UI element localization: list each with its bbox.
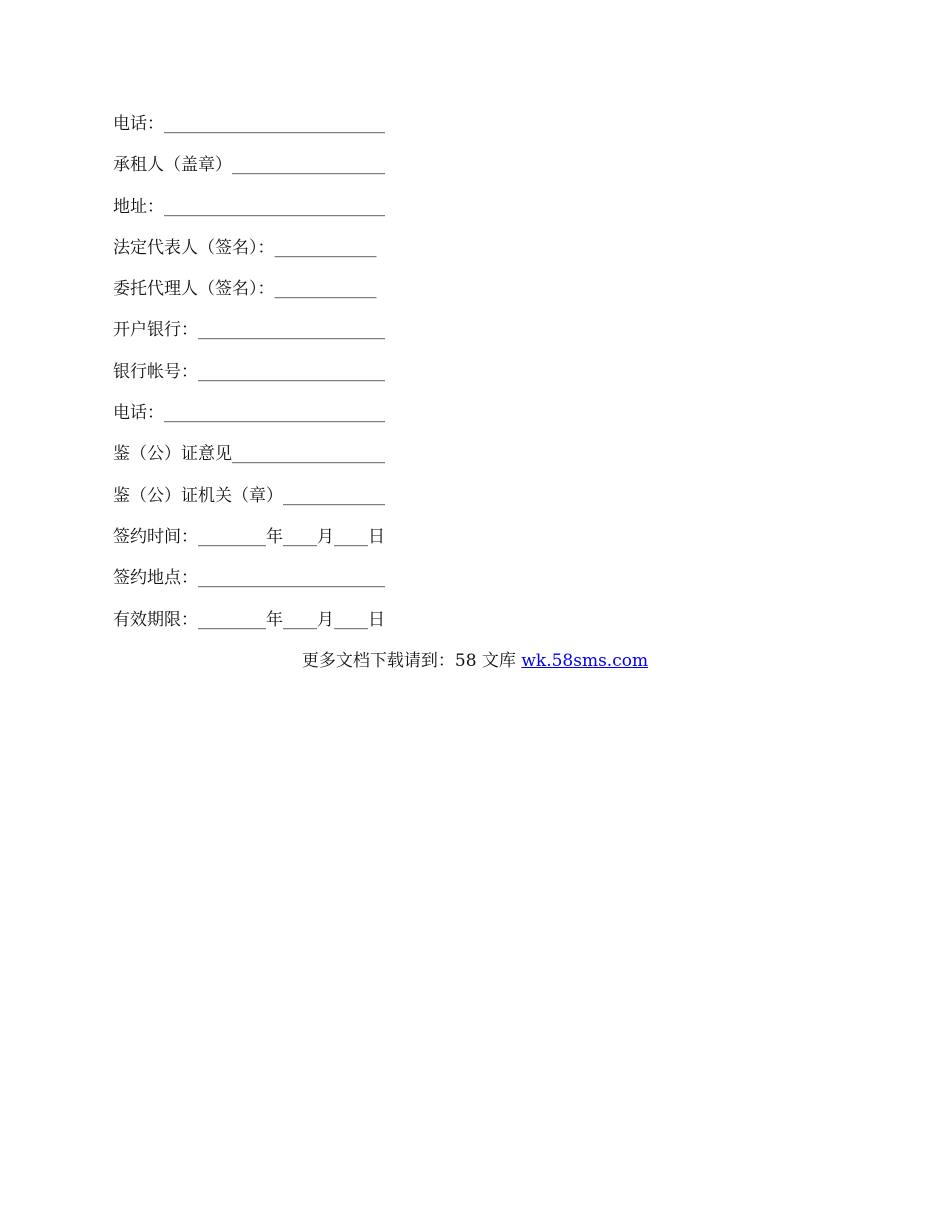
footer-link[interactable]: wk.58sms.com bbox=[521, 651, 649, 671]
phone-field-2: 电话：__________________________ bbox=[113, 403, 385, 424]
authorized-agent-field: 委托代理人（签名）：____________ bbox=[113, 279, 377, 300]
download-footer bbox=[0, 649, 950, 673]
bank-name-field: 开户银行：______________________ bbox=[113, 320, 385, 341]
address-field: 地址：__________________________ bbox=[113, 196, 385, 217]
validity-period-field: 有效期限：________年____月____日 bbox=[113, 609, 385, 630]
notary-office-field: 鉴（公）证机关（章）____________ bbox=[113, 485, 385, 506]
signature-fields bbox=[113, 112, 413, 649]
phone-field-1: 电话：__________________________ bbox=[113, 114, 385, 134]
footer-text: 更多文档下载请到：58 文库 bbox=[301, 651, 522, 671]
notary-opinion-field: 鉴（公）证意见__________________ bbox=[113, 444, 385, 465]
lessee-seal-field: 承租人（盖章）__________________ bbox=[113, 155, 385, 176]
legal-representative-field: 法定代表人（签名）：____________ bbox=[113, 237, 377, 258]
signing-date-field: 签约时间：________年____月____日 bbox=[113, 526, 385, 547]
bank-account-field: 银行帐号：______________________ bbox=[113, 361, 385, 382]
signing-place-field: 签约地点：______________________ bbox=[113, 568, 385, 589]
